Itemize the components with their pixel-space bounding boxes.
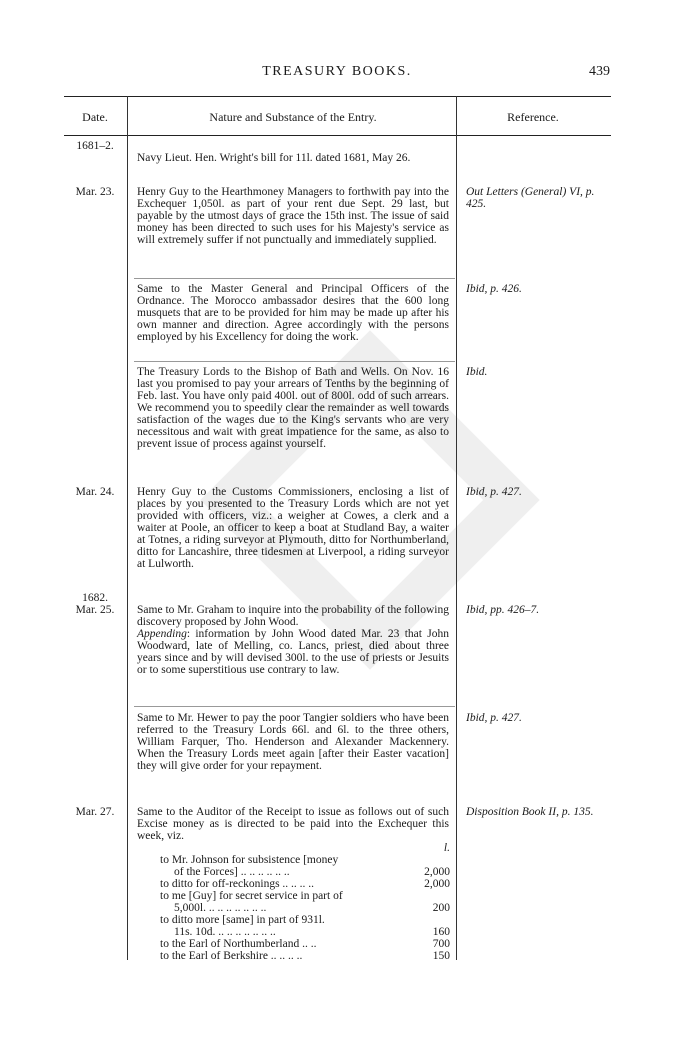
column-header-nature: Nature and Substance of the Entry. — [209, 110, 377, 124]
amount-value: 150 — [432, 950, 450, 962]
amount-row — [160, 938, 450, 950]
entry-reference: Ibid, p. 427. — [466, 486, 522, 498]
entry-main-text: Same to Mr. Graham to inquire into the probability of the following discovery proposed by John Wood. — [137, 604, 449, 628]
entry-separator — [134, 361, 455, 362]
entry-text: Same to the Auditor of the Receipt to issue as follows out of such Excise money as is directed to be paid into the Exchequer this week, viz. — [137, 806, 449, 842]
entry-separator — [134, 706, 455, 707]
entry-reference: Ibid, pp. 426–7. — [466, 604, 540, 616]
amount-value — [410, 854, 450, 866]
amount-label: to the Earl of Berkshire .. .. .. .. — [160, 950, 303, 962]
amount-label: to ditto more [same] in part of 931l. — [160, 914, 325, 926]
amount-label: to Mr. Johnson for subsistence [money — [160, 854, 339, 866]
amount-value: 160 — [432, 926, 450, 938]
amount-label: to ditto for off-reckonings .. .. .. .. — [160, 878, 315, 890]
entry-reference: Ibid. — [466, 366, 488, 378]
table-top-rule — [64, 96, 611, 97]
amount-row — [160, 926, 450, 938]
amount-unit-row — [160, 842, 450, 854]
entry-date: Mar. 24. — [75, 486, 115, 498]
entry-separator — [134, 278, 455, 279]
column-divider — [127, 96, 128, 960]
amount-label: to me [Guy] for secret service in part of — [160, 890, 343, 902]
amount-row — [160, 950, 450, 962]
entry-reference: Disposition Book II, p. 135. — [466, 806, 594, 818]
appending-text: : information by John Wood dated Mar. 23 that John Woodward, late of Melling, co. Lancs, priest, died about three years since and by will devised 300l. to the use of priests or Jesuits or to some superstitious use contrary to law. — [137, 628, 449, 676]
appending-label: Appending — [137, 628, 187, 640]
entry-text: Henry Guy to the Customs Commissioners, enclosing a list of places by you presented to the Treasury Lords which are not yet provided with officers, viz.: a weigher at Cowes, a clerk and a waiter at Poole, an officer to keep a boat at Studland Bay, a waiter at Totnes, a riding surveyor at Plymouth, ditto for Northumberland, ditto for Lancashire, three tidesmen at Liverpool, a riding surveyor at Lulworth. — [137, 486, 449, 570]
entry-text: The Treasury Lords to the Bishop of Bath and Wells. On Nov. 16 last you promised to pay your arrears of Tenths by the beginning of Feb. last. You have only paid 400l. out of 800l. odd of such arrears. We recommend you to speedily clear the remainder as well towards satisfaction of the wages due to the King's servants who are very necessitous and wait with great impatience for the same, as also to prevent issue of process against yourself. — [137, 366, 449, 450]
entry-text: Henry Guy to the Hearthmoney Managers to forthwith pay into the Exchequer 1,050l. as part of your rent due Sept. 29 last, but payable by the utmost days of grace the 15th inst. The issue of said money has been directed to such uses for his Majesty's service as will extremely suffer if not punctually and immediately supplied. — [137, 186, 449, 246]
entry-reference: Ibid, p. 426. — [466, 283, 522, 295]
entry-date: Mar. 23. — [75, 186, 115, 198]
entry-text: Navy Lieut. Hen. Wright's bill for 11l. dated 1681, May 26. — [137, 152, 411, 164]
entry-date: 1681–2. — [76, 140, 114, 152]
running-title: TREASURY BOOKS. — [262, 64, 412, 79]
disbursement-list — [160, 842, 450, 962]
entry-text: Same to Mr. Hewer to pay the poor Tangier soldiers who have been referred to the Treasury Lords 66l. and 6l. to the three others, William Farquer, Tho. Henderson and Alexander Mackennery. When the Treasury Lords meet again [after their Easter vacation] they will give order for your repayment. — [137, 712, 449, 772]
amount-label: 5,000l. .. .. .. .. .. .. .. — [174, 902, 267, 914]
column-header-reference: Reference. — [507, 110, 559, 124]
amount-value — [410, 914, 450, 926]
amount-value: 2,000 — [424, 878, 450, 890]
entry-reference: Ibid, p. 427. — [466, 712, 522, 724]
entry-date: Mar. 27. — [75, 806, 115, 818]
amount-value: 200 — [432, 902, 450, 914]
page-number: 439 — [589, 64, 610, 79]
amount-row — [160, 854, 450, 866]
column-header-date: Date. — [82, 110, 108, 124]
entry-year: 1682. — [82, 592, 108, 604]
entry-text: Same to the Master General and Principal Officers of the Ordnance. The Morocco ambassador desires that the 600 long musquets that are to be provided for him may be made up after his own manner and direction. Agree accordingly with the persons employed by his Excellency for doing the work. — [137, 283, 449, 343]
amount-row — [160, 890, 450, 902]
amount-label: of the Forces] .. .. .. .. .. .. — [174, 866, 290, 878]
amount-unit: l. — [443, 842, 450, 854]
amount-value: 2,000 — [424, 866, 450, 878]
entry-reference: Out Letters (General) VI, p. 425. — [466, 186, 595, 210]
entry-text — [137, 604, 449, 676]
amount-row — [160, 866, 450, 878]
amount-label: to the Earl of Northumberland .. .. — [160, 938, 317, 950]
amount-row — [160, 878, 450, 890]
amount-value — [410, 890, 450, 902]
amount-value: 700 — [432, 938, 450, 950]
table-header-rule — [64, 135, 611, 136]
entry-date: Mar. 25. — [75, 604, 115, 616]
amount-label: 11s. 10d. .. .. .. .. .. .. .. — [174, 926, 276, 938]
amount-row — [160, 914, 450, 926]
amount-row — [160, 902, 450, 914]
column-divider — [456, 96, 457, 960]
